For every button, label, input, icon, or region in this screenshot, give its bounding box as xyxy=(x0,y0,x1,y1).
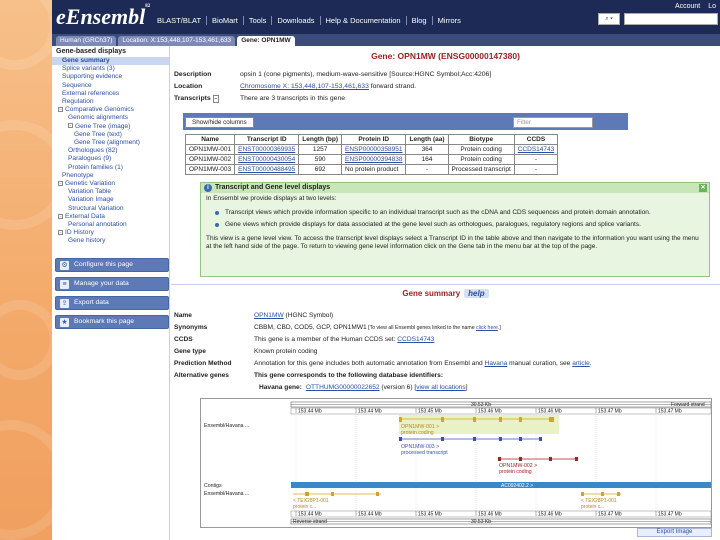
page-title: Gene: OPN1MW (ENSG00000147380) xyxy=(371,51,520,61)
location-row: Location Chromosome X: 153,448,107-153,461,633 forward strand. xyxy=(174,83,417,90)
rev-gene-biotype-left: protein c... xyxy=(293,504,317,510)
table-cell: 1257 xyxy=(299,145,342,155)
column-header[interactable]: Protein ID xyxy=(342,135,406,145)
info-list xyxy=(201,209,709,229)
sidebar-item[interactable] xyxy=(52,155,169,163)
info-bullet-transcript: Transcript views which provide information specific to an individual transcript such as the cDNA and CDS sequences and protein domain annotation. xyxy=(215,209,704,217)
ruler-tick-label: 153.47 Mb xyxy=(598,511,622,518)
collapse-toggle-icon[interactable]: − xyxy=(59,213,62,219)
ruler-tick-label: 153.44 Mb xyxy=(298,511,322,518)
column-header[interactable]: Biotype xyxy=(448,135,514,145)
column-header[interactable]: CCDS xyxy=(514,135,558,145)
sidebar-item-label: Structural Variation xyxy=(68,204,124,212)
sidebar-item[interactable] xyxy=(52,82,169,90)
transcript-label-003: OPN1MW-003 > xyxy=(401,444,440,450)
forward-strand-label: Forward strand xyxy=(671,402,705,408)
nav-blog[interactable]: Blog xyxy=(407,16,433,25)
sidebar-item-label: Gene Tree (alignment) xyxy=(74,139,140,147)
tab-bar xyxy=(52,34,720,46)
ruler-tick-label: 153.47 Mb xyxy=(658,408,682,415)
table-header-row xyxy=(186,135,558,145)
track-label-ensembl-havana: Ensembl/Havana ... xyxy=(204,423,250,429)
ruler-tick-label: 153.44 Mb xyxy=(298,408,322,415)
summary-ccds-row: CCDS This gene is a member of the Human CCDS set: CCDS14743 xyxy=(174,336,435,343)
havana-link[interactable]: Havana xyxy=(484,360,508,367)
ruler-tick-label: 153.46 Mb xyxy=(538,408,562,415)
show-hide-columns-button[interactable]: Show/hide columns xyxy=(185,117,254,128)
divider xyxy=(171,284,720,285)
sidebar-item[interactable] xyxy=(52,188,169,196)
info-outro: This view is a gene level view. To access the transcript level displays select a Transcript ID in the table above and then navigate to the information you want using the menu at the left hand side of the page. To return to viewing gene level information click on the Gene tab in the menu bar at the top of the page. xyxy=(206,235,699,250)
sidebar-item-label: Gene Tree (text) xyxy=(74,130,123,138)
sidebar-item-label: Gene summary xyxy=(62,57,110,64)
nav-help[interactable]: Help & Documentation xyxy=(321,16,407,25)
table-cell[interactable]: ENST00000488495 xyxy=(235,165,299,175)
table-cell: - xyxy=(514,165,558,175)
gene-summary-heading: Gene summary help xyxy=(171,289,720,298)
tab-location[interactable]: Location: X:153,448,107-153,461,633 xyxy=(118,36,235,46)
nav-tools[interactable]: Tools xyxy=(244,16,273,25)
sidebar-item[interactable] xyxy=(52,57,169,65)
track-label-contigs: Contigs xyxy=(204,483,222,489)
ruler-tick-label: 153.46 Mb xyxy=(478,511,502,518)
login-link[interactable]: Lo xyxy=(708,3,716,10)
table-cell: Protein coding xyxy=(448,155,514,165)
nav-downloads[interactable]: Downloads xyxy=(272,16,320,25)
collapse-toggle-icon[interactable]: − xyxy=(214,96,218,102)
export-data-button[interactable]: ⇪ Export data xyxy=(55,296,169,310)
sidebar-item[interactable] xyxy=(52,139,169,147)
track-label-ensembl-havana-rev: Ensembl/Havana ... xyxy=(204,491,250,497)
table-cell: 692 xyxy=(299,165,342,175)
table-cell[interactable]: ENSP00000394838 xyxy=(342,155,406,165)
column-header[interactable]: Length (bp) xyxy=(299,135,342,145)
main-content xyxy=(171,46,720,540)
ruler-tick-label: 153.47 Mb xyxy=(598,408,622,415)
ruler-tick-label: 153.45 Mb xyxy=(418,511,442,518)
sidebar-item[interactable] xyxy=(52,196,169,204)
sidebar-item-label: Variation Table xyxy=(68,188,112,196)
sidebar-item-label: External Data xyxy=(65,212,105,220)
sidebar-item[interactable] xyxy=(52,205,169,213)
info-icon: i xyxy=(204,184,212,192)
bookmark-button[interactable]: ★ Bookmark this page xyxy=(55,315,169,329)
view-all-locations-link[interactable]: view all locations xyxy=(416,384,466,391)
transcript-biotype-002: protein coding xyxy=(499,469,532,475)
sidebar-nav xyxy=(52,57,169,246)
description-row: Description opsin 1 (cone pigments), medium-wave-sensitive [Source:HGNC Symbol;Acc:4206] xyxy=(174,71,492,78)
table-row xyxy=(186,145,558,155)
ruler-tick-label: 153.44 Mb xyxy=(358,511,382,518)
nav-mirrors[interactable]: Mirrors xyxy=(437,16,461,25)
sidebar-item[interactable] xyxy=(52,106,169,114)
sidebar-item[interactable] xyxy=(52,131,169,139)
ruler-tick-label: 153.47 Mb xyxy=(658,511,682,518)
ensembl-logo[interactable]: eEnsembl$^{82}$ xyxy=(56,4,151,29)
star-icon: ★ xyxy=(61,319,68,326)
column-header[interactable]: Name xyxy=(186,135,235,145)
account-links xyxy=(669,3,716,10)
sidebar-item-label: Regulation xyxy=(62,98,94,106)
info-panel xyxy=(200,182,710,277)
sidebar-item[interactable] xyxy=(52,172,169,180)
ruler-tick-label: 153.44 Mb xyxy=(358,408,382,415)
sidebar-item[interactable] xyxy=(52,147,169,155)
table-cell[interactable]: CCDS14743 xyxy=(514,145,558,155)
sidebar-item-label: Gene Tree (image) xyxy=(75,122,131,130)
sidebar-item[interactable] xyxy=(52,90,169,98)
table-cell: - xyxy=(406,165,448,175)
collapse-toggle-icon[interactable]: − xyxy=(59,106,62,112)
sidebar-item[interactable] xyxy=(52,123,169,131)
top-nav xyxy=(152,16,466,25)
sidebar-item-label: Comparative Genomics xyxy=(65,106,134,114)
data-icon: ≡ xyxy=(60,280,69,289)
close-icon[interactable]: ✕ xyxy=(700,185,706,191)
ensembl-app xyxy=(52,0,720,540)
transcripts-row: Transcripts − There are 3 transcripts in this gene xyxy=(174,95,346,102)
tab-species[interactable]: Human (GRCh37) xyxy=(56,36,116,46)
sidebar-heading: Gene-based displays xyxy=(56,48,127,55)
masthead xyxy=(52,0,720,34)
sidebar-item[interactable] xyxy=(52,164,169,172)
rev-gene-biotype-right: protein c... xyxy=(581,504,605,510)
collapse-toggle-icon[interactable]: − xyxy=(69,123,72,129)
transcript-biotype-003: processed transcript xyxy=(401,450,448,456)
sidebar-item-label: Sequence xyxy=(62,81,92,89)
export-image-button[interactable]: Export Image xyxy=(637,528,712,537)
filter-input[interactable]: Filter xyxy=(513,117,593,128)
table-cell: OPN1MW-002 xyxy=(186,155,235,165)
transcript-label-001: OPN1MW-001 > xyxy=(401,424,440,430)
summary-prediction-row: Prediction Method Annotation for this gene includes both automatic annotation from Ensembl and Havana manual curation, see article. xyxy=(174,360,592,367)
ruler-tick-label: 153.46 Mb xyxy=(538,511,562,518)
sidebar-item-label: Protein families (1) xyxy=(68,163,123,171)
sidebar-item-label: Paralogues (9) xyxy=(68,155,112,163)
table-row xyxy=(186,165,558,175)
table-cell[interactable]: ENSP00000358951 xyxy=(342,145,406,155)
ruler-tick-label: 153.46 Mb xyxy=(478,408,502,415)
scale-label-top: 30.53 Kb xyxy=(470,402,492,408)
sidebar-item[interactable] xyxy=(52,221,169,229)
table-cell: OPN1MW-003 xyxy=(186,165,235,175)
sidebar-item-label: Orthologues (82) xyxy=(68,147,118,155)
sidebar-item[interactable] xyxy=(52,73,169,81)
account-link[interactable]: Account xyxy=(674,3,701,10)
summary-genetype-row: Gene type Known protein coding xyxy=(174,348,318,355)
column-header[interactable]: Transcript ID xyxy=(235,135,299,145)
tab-gene[interactable]: Gene: OPN1MW xyxy=(237,36,294,46)
hgnc-link[interactable]: OPN1MW xyxy=(254,312,284,319)
info-panel-header: i Transcript and Gene level displays ✕ xyxy=(201,183,709,193)
table-cell: Protein coding xyxy=(448,145,514,155)
table-cell: 364 xyxy=(406,145,448,155)
rev-gene-label-right: < TEX28P1-001 xyxy=(581,498,617,504)
export-icon: ⇪ xyxy=(61,300,68,307)
collapse-toggle-icon[interactable]: − xyxy=(59,180,62,186)
table-cell: Processed transcript xyxy=(448,165,514,175)
scale-label-bottom: 30.53 Kb xyxy=(470,519,492,525)
sidebar-item-label: Personal annotation xyxy=(68,221,127,229)
nav-biomart[interactable]: BioMart xyxy=(207,16,244,25)
ruler-tick-label: 153.45 Mb xyxy=(418,408,442,415)
table-row xyxy=(186,155,558,165)
sidebar-item-label: Supporting evidence xyxy=(62,73,123,81)
sidebar-item[interactable] xyxy=(52,98,169,106)
background-margin xyxy=(0,0,52,540)
sidebar-item-label: Genetic Variation xyxy=(65,180,116,188)
sidebar-item-label: ID History xyxy=(65,229,94,237)
configure-button[interactable]: ⚙ Configure this page xyxy=(55,258,169,272)
summary-synonyms-row: Synonyms CBBM, CBD, COD5, GCP, OPN1MW1 [To view all Ensembl genes linked to the name click here.] xyxy=(174,324,501,331)
gear-icon: ⚙ xyxy=(61,262,68,269)
table-cell[interactable]: ENST00000430054 xyxy=(235,155,299,165)
sidebar-item[interactable] xyxy=(52,65,169,73)
info-intro: In Ensembl we provide displays at two levels: xyxy=(206,195,337,202)
table-cell: OPN1MW-001 xyxy=(186,145,235,155)
location-link[interactable]: Chromosome X: 153,448,107-153,461,633 xyxy=(240,83,369,90)
browser-svg xyxy=(201,399,712,528)
sidebar-item-label: Splice variants (3) xyxy=(62,65,115,73)
article-link[interactable]: article xyxy=(572,360,590,367)
rev-gene-label-left: < TEX28P1-001 xyxy=(293,498,329,504)
table-cell: No protein product xyxy=(342,165,406,175)
manage-data-button[interactable]: ≡ Manage your data xyxy=(55,277,169,291)
sidebar-item[interactable] xyxy=(52,180,169,188)
sidebar-item[interactable] xyxy=(52,213,169,221)
sidebar-item[interactable] xyxy=(52,229,169,237)
genome-browser-image[interactable] xyxy=(200,398,712,528)
sidebar-item[interactable] xyxy=(52,114,169,122)
sidebar-item-label: Variation Image xyxy=(68,196,114,204)
table-body xyxy=(186,145,558,175)
summary-alt-row: Alternative genes This gene corresponds to the following database identifiers: xyxy=(174,372,444,379)
transcript-biotype-001: protein coding xyxy=(401,430,434,436)
havana-gene-row: Havana gene: OTTHUMG00000022652 (version 6) [view all locations] xyxy=(259,384,468,391)
collapse-toggle-icon[interactable]: − xyxy=(59,230,62,236)
table-cell: 164 xyxy=(406,155,448,165)
table-cell: 590 xyxy=(299,155,342,165)
transcript-table xyxy=(185,134,558,175)
table-cell[interactable]: ENST00000369935 xyxy=(235,145,299,155)
click-here-link[interactable]: click here xyxy=(476,325,498,331)
reverse-strand-label: Reverse strand xyxy=(293,519,327,525)
contig-label: AC092402.2 > xyxy=(501,483,534,489)
sidebar-item-label: Genomic alignments xyxy=(68,114,129,122)
search-input[interactable] xyxy=(624,13,718,25)
table-cell: - xyxy=(514,155,558,165)
sidebar-item-label: External references xyxy=(62,89,120,97)
sidebar xyxy=(52,46,170,540)
ccds-link[interactable]: CCDS14743 xyxy=(397,336,435,343)
nav-blast[interactable]: BLAST/BLAT xyxy=(152,16,207,25)
transcript-label-002: OPN1MW-002 > xyxy=(499,463,538,469)
summary-name-row: Name OPN1MW (HGNC Symbol) xyxy=(174,312,334,319)
havana-gene-link[interactable]: OTTHUMG00000022652 xyxy=(305,384,380,391)
help-button[interactable]: help xyxy=(464,289,488,298)
sidebar-item-label: Gene history xyxy=(68,237,106,245)
sidebar-item[interactable] xyxy=(52,237,169,245)
species-search-dropdown[interactable]: ⌕ ▾ xyxy=(598,13,620,25)
column-header[interactable]: Length (aa) xyxy=(406,135,448,145)
info-bullet-gene: Gene views which provide displays for data associated at the gene level such as orthologues, paralogues, regulatory regions and splice variants. xyxy=(215,221,704,229)
sidebar-item-label: Phenotype xyxy=(62,171,94,179)
